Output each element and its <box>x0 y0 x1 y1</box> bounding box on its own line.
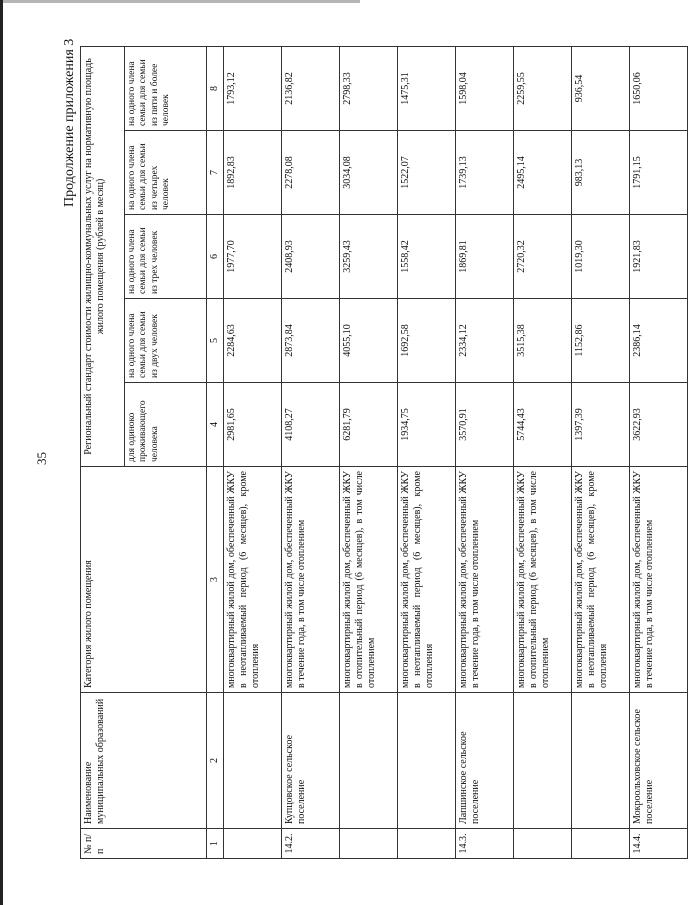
col-no-3: 3 <box>207 467 224 693</box>
table-row <box>224 46 282 858</box>
municipality-name <box>514 693 572 829</box>
column-numbers-row <box>207 46 224 858</box>
value-family-4: 3034,08 <box>340 131 398 215</box>
value-family-5: 2259,55 <box>514 46 572 130</box>
housing-category: многоквартирный жилой дом, обеспеченный ЖКУ в отопительный период (6 месяцев), в том числе отоплением <box>340 467 398 693</box>
value-family-4: 1892,83 <box>224 131 282 215</box>
col-no-6: 6 <box>207 215 224 299</box>
housing-category: многоквартирный жилой дом, обеспеченный ЖКУ в неотапливаемый период (6 месяцев), кроме отопления <box>224 467 282 693</box>
municipality-name: Лапшинское сельское поселение <box>456 693 514 829</box>
header-standard: Региональный стандарт стоимости жилищно-коммунальных услуг на нормативную площадь жилого помещения (рублей в месяц) <box>81 46 125 466</box>
value-family-2: 2334,12 <box>456 299 514 383</box>
value-family-5: 1793,12 <box>224 46 282 130</box>
value-single: 6281,79 <box>340 383 398 467</box>
row-number <box>224 829 282 859</box>
value-family-2: 4055,10 <box>340 299 398 383</box>
table-row <box>282 46 340 858</box>
table-row <box>340 46 398 858</box>
header-num: № п/п <box>81 829 207 859</box>
col-no-7: 7 <box>207 131 224 215</box>
header-family-4: на одного члена семьи для семьи из четырех человек <box>125 131 207 215</box>
row-number: 14.3. <box>456 829 514 859</box>
municipality-name: Мокроольховское сельское поселение <box>630 693 688 829</box>
table-row <box>456 46 514 858</box>
value-family-4: 2278,08 <box>282 131 340 215</box>
value-family-3: 1558,42 <box>398 215 456 299</box>
header-single: для одиноко проживающего человека <box>125 383 207 467</box>
col-no-8: 8 <box>207 46 224 130</box>
value-single: 1934,75 <box>398 383 456 467</box>
value-family-5: 936,54 <box>572 46 630 130</box>
value-family-2: 3515,38 <box>514 299 572 383</box>
value-single: 3622,93 <box>630 383 688 467</box>
value-family-3: 1977,70 <box>224 215 282 299</box>
header-family-3: на одного члена семьи для семьи из трех человек <box>125 215 207 299</box>
value-family-5: 1650,06 <box>630 46 688 130</box>
table-row <box>398 46 456 858</box>
value-family-3: 2720,32 <box>514 215 572 299</box>
municipality-name <box>340 693 398 829</box>
header-row-top <box>81 46 125 858</box>
row-number: 14.2. <box>282 829 340 859</box>
municipality-name <box>398 693 456 829</box>
housing-category: многоквартирный жилой дом, обеспеченный ЖКУ в неотапливаемый период (6 месяцев), кроме отопления <box>398 467 456 693</box>
municipality-name: Купцовское сельское поселение <box>282 693 340 829</box>
value-family-3: 2408,93 <box>282 215 340 299</box>
col-no-5: 5 <box>207 299 224 383</box>
header-family-5: на одного члена семьи для семьи из пяти и более человек <box>125 46 207 130</box>
value-family-4: 2495,14 <box>514 131 572 215</box>
value-family-5: 2798,33 <box>340 46 398 130</box>
value-family-5: 1475,31 <box>398 46 456 130</box>
value-single: 1397,39 <box>572 383 630 467</box>
value-family-5: 2136,82 <box>282 46 340 130</box>
row-number <box>572 829 630 859</box>
header-family-2: на одного члена семьи для семьи из двух человек <box>125 299 207 383</box>
value-single: 2981,65 <box>224 383 282 467</box>
table-row <box>514 46 572 858</box>
housing-category: многоквартирный жилой дом, обеспеченный ЖКУ в течение года, в том числе отоплением <box>456 467 514 693</box>
housing-category: многоквартирный жилой дом, обеспеченный ЖКУ в неотапливаемый период (6 месяцев), кроме отопления <box>572 467 630 693</box>
housing-category: многоквартирный жилой дом, обеспеченный ЖКУ в течение года, в том числе отоплением <box>630 467 688 693</box>
page-number: 35 <box>34 452 49 465</box>
value-family-3: 3259,43 <box>340 215 398 299</box>
value-family-4: 1522,07 <box>398 131 456 215</box>
value-single: 3570,91 <box>456 383 514 467</box>
value-single: 5744,43 <box>514 383 572 467</box>
header-municipality: Наименование муниципальных образований <box>81 693 207 829</box>
value-family-5: 1598,04 <box>456 46 514 130</box>
row-number <box>340 829 398 859</box>
municipality-name <box>572 693 630 829</box>
value-family-3: 1019,30 <box>572 215 630 299</box>
value-single: 4108,27 <box>282 383 340 467</box>
row-number <box>514 829 572 859</box>
value-family-4: 1739,13 <box>456 131 514 215</box>
value-family-2: 2873,84 <box>282 299 340 383</box>
col-no-4: 4 <box>207 383 224 467</box>
value-family-2: 1692,58 <box>398 299 456 383</box>
value-family-4: 983,13 <box>572 131 630 215</box>
housing-category: многоквартирный жилой дом, обеспеченный ЖКУ в отопительный период (6 месяцев), в том числе отоплением <box>514 467 572 693</box>
value-family-2: 2284,63 <box>224 299 282 383</box>
value-family-2: 1152,86 <box>572 299 630 383</box>
municipality-name <box>224 693 282 829</box>
header-category: Категория жилого помещения <box>81 467 207 693</box>
col-no-1: 1 <box>207 829 224 859</box>
row-number <box>398 829 456 859</box>
value-family-3: 1869,81 <box>456 215 514 299</box>
table-row <box>630 46 688 858</box>
value-family-4: 1791,15 <box>630 131 688 215</box>
value-family-3: 1921,83 <box>630 215 688 299</box>
standards-table <box>80 46 688 859</box>
row-number: 14.4. <box>630 829 688 859</box>
table-row <box>572 46 630 858</box>
housing-category: многоквартирный жилой дом, обеспеченный ЖКУ в течение года, в том числе отоплением <box>282 467 340 693</box>
col-no-2: 2 <box>207 693 224 829</box>
value-family-2: 2386,14 <box>630 299 688 383</box>
appendix-title: Продолжение приложения 3 <box>62 38 77 207</box>
